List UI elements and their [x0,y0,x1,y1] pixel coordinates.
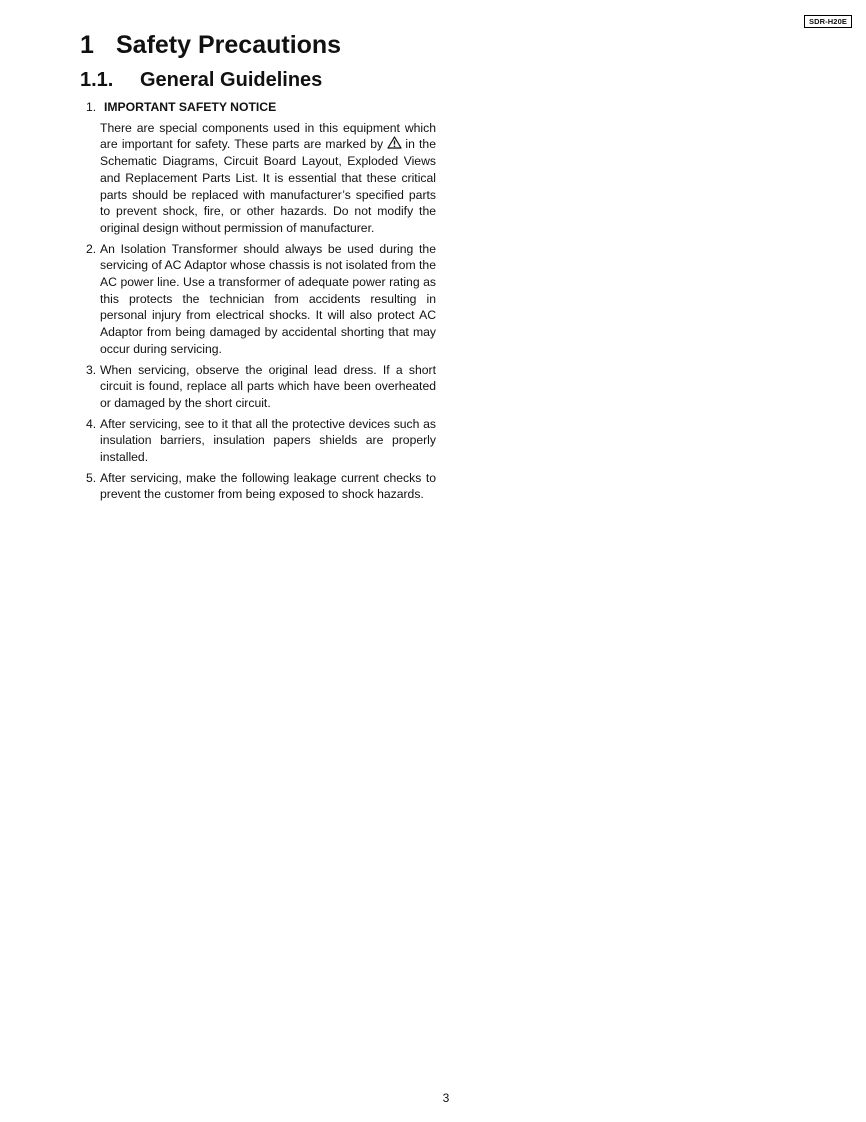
guideline-title: IMPORTANT SAFETY NOTICE [104,100,277,114]
model-badge: SDR-H20E [804,15,852,28]
guideline-text: An Isolation Transformer should always be used during the servicing of AC Adaptor whose chassis is not isolated from the AC power line. Use a transformer of adequate power rating as this protects the technician from accidents resulting in personal injury from electrical shocks. It will also protect AC Adaptor from being damaged by accidental shorting that may occur during servicing. [100,241,436,356]
guideline-number: 1. [86,100,97,114]
section-heading [80,29,341,61]
guideline-item-3 [86,362,436,412]
warning-triangle-icon [387,136,402,149]
page-number: 3 [442,1091,450,1105]
guideline-item-2 [86,241,436,358]
guideline-item-4 [86,416,436,466]
guideline-number: 5. [86,470,97,485]
subsection-heading [80,67,322,93]
guideline-text-part-1: There are special components used in this equipment which are important for safety. These parts are marked by [100,120,436,152]
guideline-text-part-2: in the Schematic Diagrams, Circuit Board Layout, Exploded Views and Replacement Parts List. It is essential that these critical parts should be replaced with manufacturer’s specified parts to prevent shock, fire, or other hazards. Do not modify the original design without permission of manufacturer. [100,137,436,235]
guideline-item-1 [86,99,436,237]
guideline-number: 2. [86,241,97,256]
guideline-item-5 [86,470,436,503]
guideline-number: 3. [86,362,97,377]
guidelines-list [86,99,436,507]
section-title: Safety Precautions [116,31,342,59]
guideline-text: After servicing, see to it that all the protective devices such as insulation barriers, insulation papers shields are properly installed. [100,416,436,465]
guideline-text: After servicing, make the following leakage current checks to prevent the customer from being exposed to shock hazards. [100,470,436,502]
subsection-number: 1.1. [80,69,114,91]
guideline-text: When servicing, observe the original lead dress. If a short circuit is found, replace all parts which have been overheated or damaged by the short circuit. [100,362,436,410]
section-number: 1 [80,31,94,59]
guideline-number: 4. [86,416,97,431]
subsection-title: General Guidelines [140,69,323,91]
guideline-text [100,120,436,237]
